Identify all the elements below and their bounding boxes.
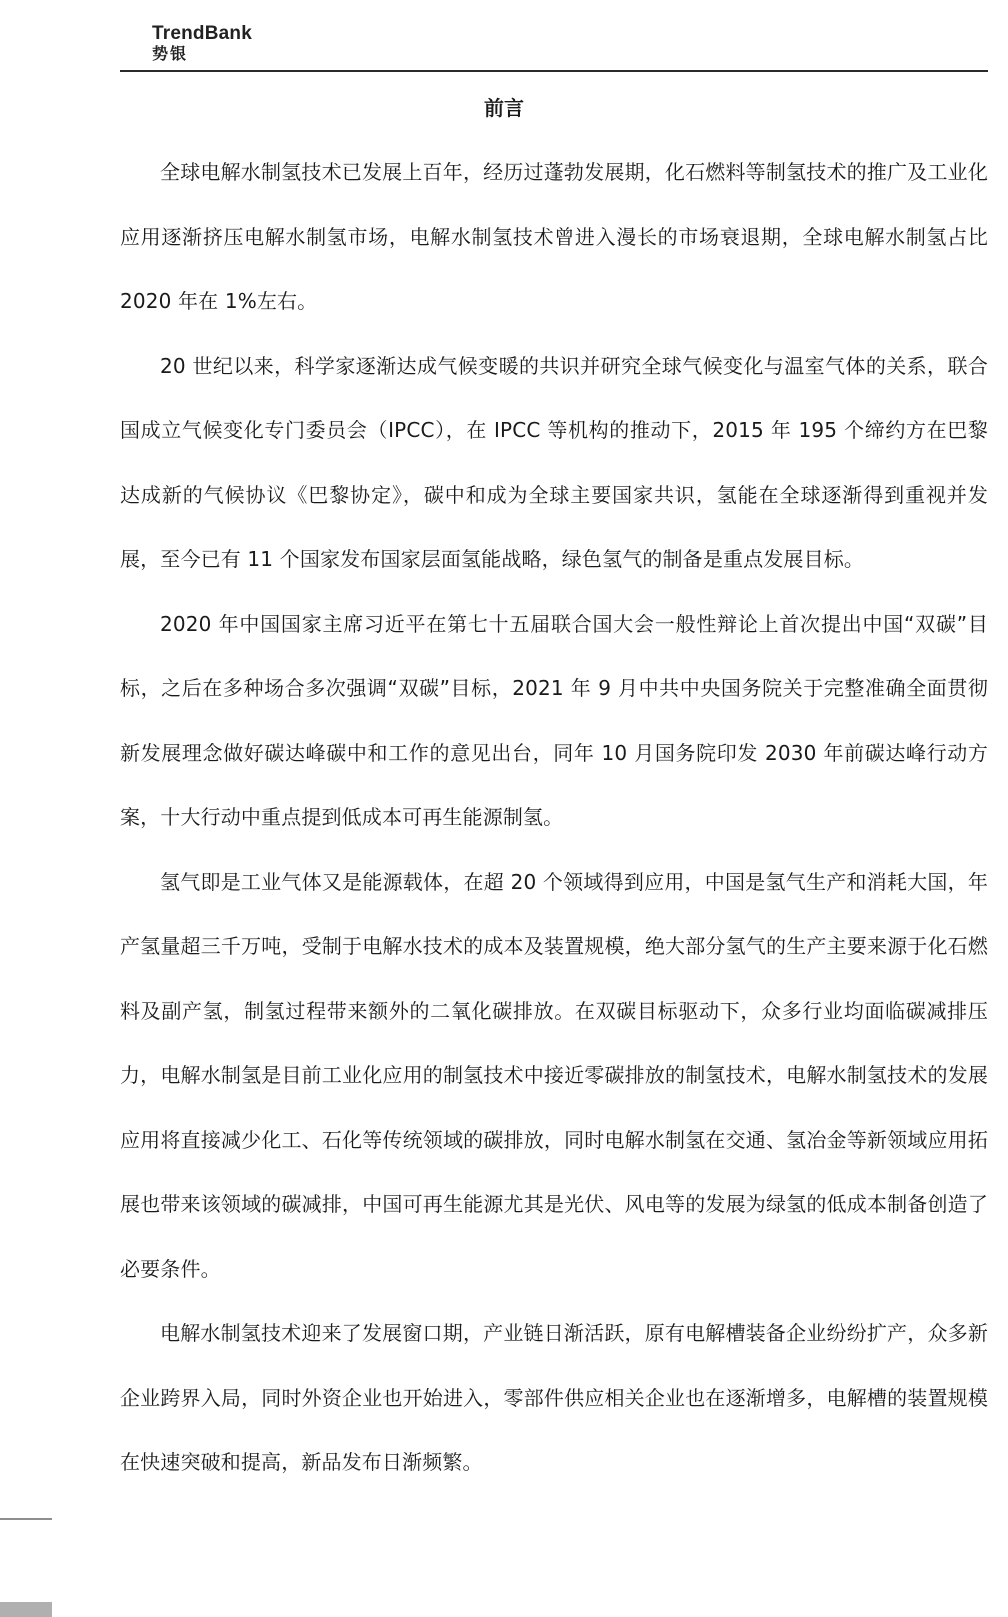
paragraph: 20 世纪以来，科学家逐渐达成气候变暖的共识并研究全球气候变化与温室气体的关系，联合国成立气候变化专门委员会（IPCC），在 IPCC 等机构的推动下，2015 年 195 个缔约方在巴黎达成新的气候协议《巴黎协定》，碳中和成为全球主要国家共识，氢能在全球逐渐得到重视并发展，至今已有 11 个国家发布国家层面氢能战略，绿色氢气的制备是重点发展目标。 (120, 353, 988, 571)
page-edge-mark (0, 1602, 52, 1617)
page-title: 前言 (484, 96, 524, 120)
page-edge-mark (0, 1518, 52, 1520)
page-header (120, 22, 988, 72)
logo-text-zh: 势银 (152, 44, 189, 63)
paragraph: 2020 年中国国家主席习近平在第七十五届联合国大会一般性辩论上首次提出中国“双碳”目标，之后在多种场合多次强调“双碳”目标，2021 年 9 月中共中央国务院关于完整准确全面贯彻新发展理念做好碳达峰碳中和工作的意见出台，同年 10 月国务院印发 2030 年前碳达峰行动方案，十大行动中重点提到低成本可再生能源制氢。 (120, 611, 988, 829)
document-body (120, 140, 988, 1495)
paragraph: 全球电解水制氢技术已发展上百年，经历过蓬勃发展期，化石燃料等制氢技术的推广及工业化应用逐渐挤压电解水制氢市场，电解水制氢技术曾进入漫长的市场衰退期，全球电解水制氢占比 2020 年在 1%左右。 (120, 160, 988, 313)
trendbank-logo (152, 24, 252, 62)
paragraph: 氢气即是工业气体又是能源载体，在超 20 个领域得到应用，中国是氢气生产和消耗大国，年产氢量超三千万吨，受制于电解水技术的成本及装置规模，绝大部分氢气的生产主要来源于化石燃料及副产氢，制氢过程带来额外的二氧化碳排放。在双碳目标驱动下，众多行业均面临碳减排压力，电解水制氢是目前工业化应用的制氢技术中接近零碳排放的制氢技术，电解水制氢技术的发展应用将直接减少化工、石化等传统领域的碳排放，同时电解水制氢在交通、氢冶金等新领域应用拓展也带来该领域的碳减排，中国可再生能源尤其是光伏、风电等的发展为绿氢的低成本制备创造了必要条件。 (120, 869, 988, 1281)
paragraph: 电解水制氢技术迎来了发展窗口期，产业链日渐活跃，原有电解槽装备企业纷纷扩产，众多新企业跨界入局，同时外资企业也开始进入，零部件供应相关企业也在逐渐增多，电解槽的装置规模在快速突破和提高，新品发布日渐频繁。 (120, 1321, 988, 1474)
logo-text-en: TrendBank (152, 23, 252, 44)
